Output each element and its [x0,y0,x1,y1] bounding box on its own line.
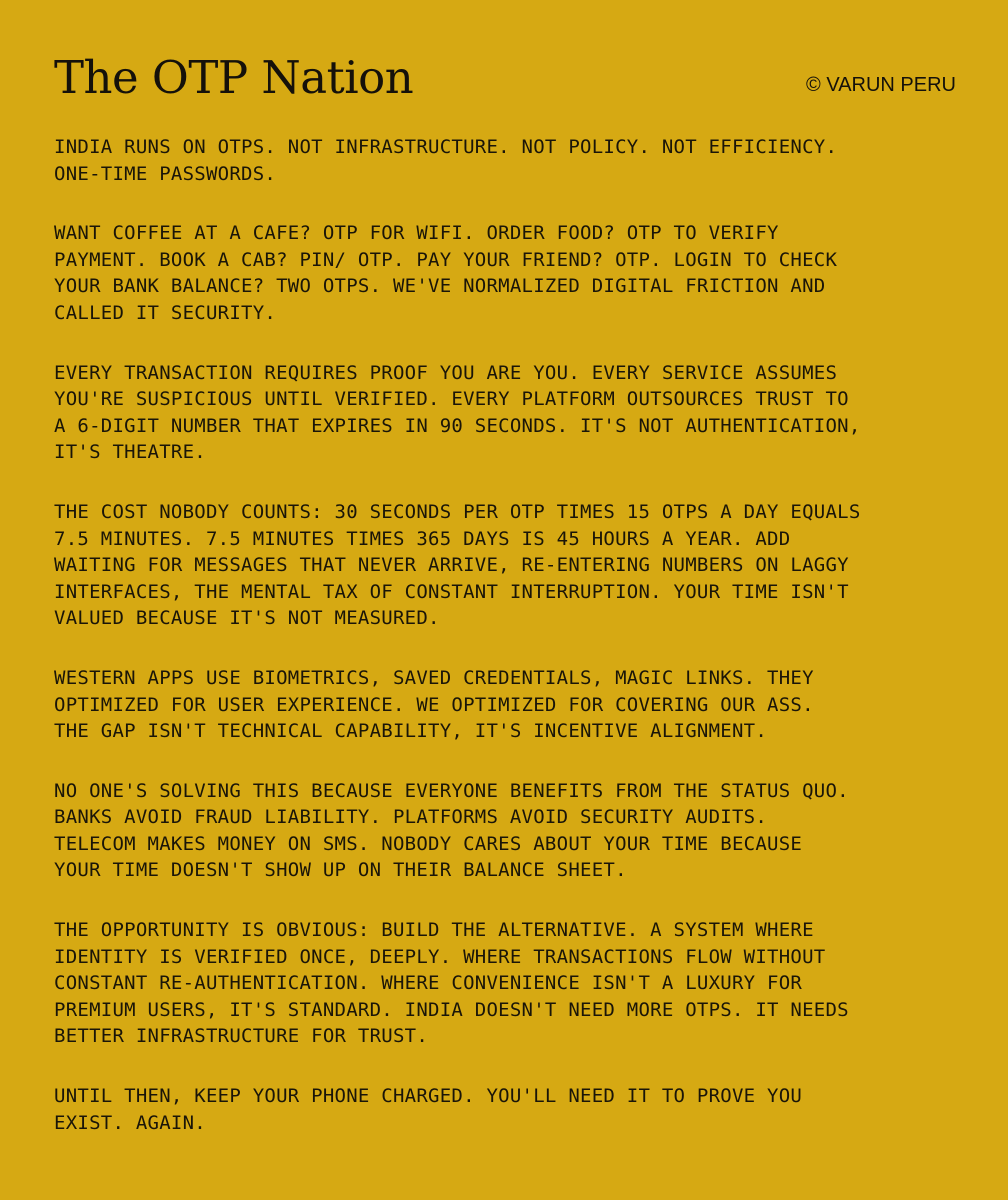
paragraph-line: VALUED BECAUSE IT'S NOT MEASURED. [54,607,440,630]
paragraph-line: BETTER INFRASTRUCTURE FOR TRUST. [54,1025,429,1048]
paragraph-line: EVERY TRANSACTION REQUIRES PROOF YOU ARE YOU. EVERY SERVICE ASSUMES [54,361,838,384]
paragraph-line: YOU'RE SUSPICIOUS UNTIL VERIFIED. EVERY PLATFORM OUTSOURCES TRUST TO [54,388,849,411]
paragraph-6 [54,778,956,884]
paragraph-8 [54,1083,956,1136]
article-header [54,0,956,134]
page-title: The OTP Nation [54,51,414,104]
paragraph-line: INTERFACES, THE MENTAL TAX OF CONSTANT INTERRUPTION. YOUR TIME ISN'T [54,580,849,603]
paragraph-line: IDENTITY IS VERIFIED ONCE, DEEPLY. WHERE TRANSACTIONS FLOW WITHOUT [54,945,826,968]
paragraph-3 [54,360,956,466]
paragraph-line: EXIST. AGAIN. [54,1111,206,1134]
paragraph-line: PREMIUM USERS, IT'S STANDARD. INDIA DOESN'T NEED MORE OTPS. IT NEEDS [54,998,849,1021]
paragraph-line: THE GAP ISN'T TECHNICAL CAPABILITY, IT'S INCENTIVE ALIGNMENT. [54,720,768,743]
paragraph-5 [54,665,956,745]
paragraph-line: BANKS AVOID FRAUD LIABILITY. PLATFORMS AVOID SECURITY AUDITS. [54,806,768,829]
paragraph-line: THE COST NOBODY COUNTS: 30 SECONDS PER OTP TIMES 15 OTPS A DAY EQUALS [54,500,861,523]
paragraph-2 [54,220,956,326]
paragraph-line: NO ONE'S SOLVING THIS BECAUSE EVERYONE BENEFITS FROM THE STATUS QUO. [54,779,849,802]
paragraph-line: OPTIMIZED FOR USER EXPERIENCE. WE OPTIMIZED FOR COVERING OUR ASS. [54,693,814,716]
paragraph-line: ONE-TIME PASSWORDS. [54,162,277,185]
paragraph-line: THE OPPORTUNITY IS OBVIOUS: BUILD THE ALTERNATIVE. A SYSTEM WHERE [54,919,814,942]
paragraph-line: WESTERN APPS USE BIOMETRICS, SAVED CREDENTIALS, MAGIC LINKS. THEY [54,666,814,689]
paragraph-1 [54,134,956,187]
paragraph-line: CALLED IT SECURITY. [54,301,277,324]
paragraph-line: 7.5 MINUTES. 7.5 MINUTES TIMES 365 DAYS IS 45 HOURS A YEAR. ADD [54,527,791,550]
paragraph-line: PAYMENT. BOOK A CAB? PIN/ OTP. PAY YOUR FRIEND? OTP. LOGIN TO CHECK [54,248,838,271]
paragraph-line: IT'S THEATRE. [54,441,206,464]
paragraph-line: A 6-DIGIT NUMBER THAT EXPIRES IN 90 SECONDS. IT'S NOT AUTHENTICATION, [54,414,861,437]
paragraph-line: INDIA RUNS ON OTPS. NOT INFRASTRUCTURE. NOT POLICY. NOT EFFICIENCY. [54,136,838,158]
paragraph-line: TELECOM MAKES MONEY ON SMS. NOBODY CARES ABOUT YOUR TIME BECAUSE [54,832,803,855]
paragraph-7 [54,917,956,1050]
article-body [54,134,956,1136]
paragraph-line: YOUR TIME DOESN'T SHOW UP ON THEIR BALANCE SHEET. [54,859,627,882]
copyright-notice: © VARUN PERU [806,74,956,96]
paragraph-line: UNTIL THEN, KEEP YOUR PHONE CHARGED. YOU'LL NEED IT TO PROVE YOU [54,1085,803,1108]
paragraph-line: YOUR BANK BALANCE? TWO OTPS. WE'VE NORMALIZED DIGITAL FRICTION AND [54,275,826,298]
paragraph-4 [54,499,956,632]
paragraph-line: CONSTANT RE-AUTHENTICATION. WHERE CONVENIENCE ISN'T A LUXURY FOR [54,972,803,995]
paragraph-line: WANT COFFEE AT A CAFE? OTP FOR WIFI. ORDER FOOD? OTP TO VERIFY [54,222,779,245]
paragraph-line: WAITING FOR MESSAGES THAT NEVER ARRIVE, RE-ENTERING NUMBERS ON LAGGY [54,554,849,577]
article [54,0,956,1169]
